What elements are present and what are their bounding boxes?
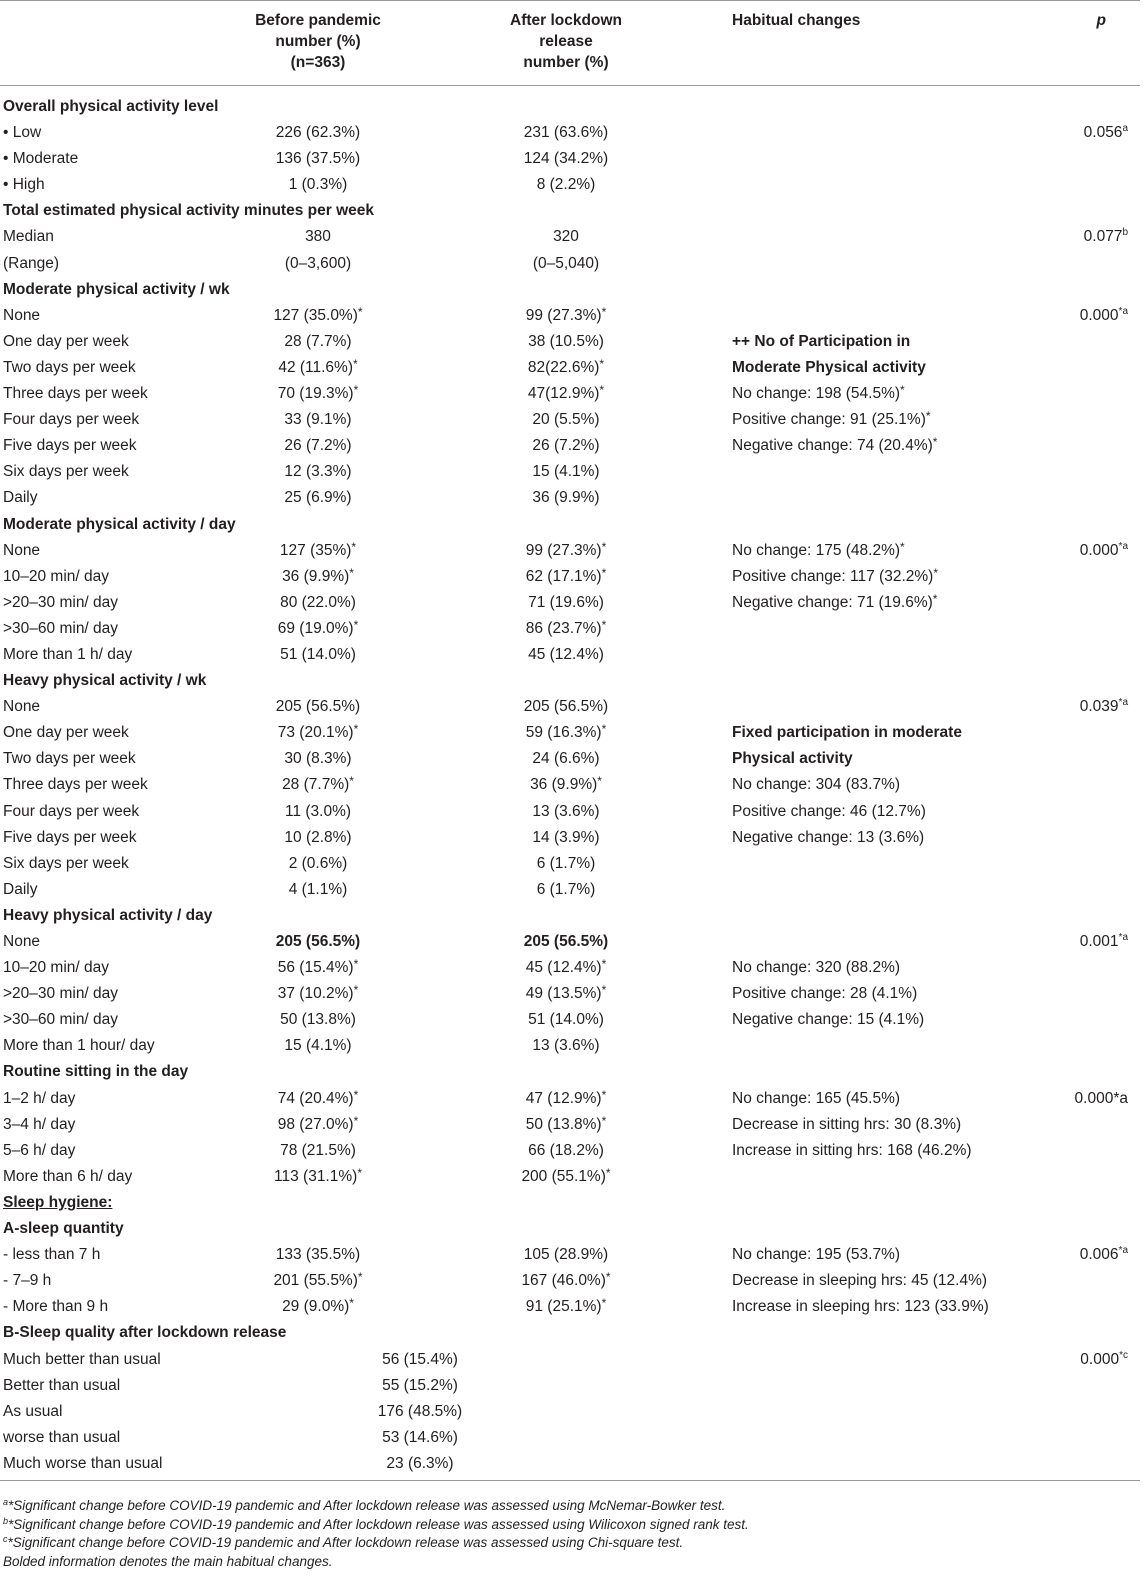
after-lockdown-value: 26 (7.2%) [532,437,600,455]
after-lockdown-value: 71 (19.6%) [528,593,604,611]
row-label: worse than usual [3,1428,121,1446]
sleep-quality-value: 176 (48.5%) [377,1402,463,1420]
before-pandemic-value: 80 (22.0%) [280,593,356,611]
header-after-line-2: release [539,33,593,50]
after-lockdown-value: 66 (18.2%) [528,1141,604,1159]
table-row [0,825,1144,851]
table-row [0,485,1144,511]
after-lockdown-value: 205 (56.5%) [523,933,609,950]
footnote-text: Bolded information denotes the main habitual changes. [3,1553,333,1569]
table-row [0,851,1144,877]
row-label: >30–60 min/ day [3,619,119,637]
footnote-marker: b [3,1515,9,1526]
after-lockdown-value: 205 (56.5%) [523,698,609,716]
table-row [0,433,1144,459]
row-label: None [3,541,41,559]
section-row [0,94,1144,120]
table-row [0,1164,1144,1190]
after-lockdown-value: 167 (46.0%)* [521,1270,611,1290]
significance-star: * [601,304,607,319]
table-row [0,381,1144,407]
table-row [0,642,1144,668]
table-row [0,1347,1144,1373]
significance-star: * [601,1087,607,1102]
after-lockdown-value: 38 (10.5%) [528,332,604,350]
before-pandemic-value: (0–3,600) [284,254,352,272]
p-value: 0.000*a [1074,1089,1128,1107]
after-lockdown-value: 320 [553,228,579,246]
table-row [0,955,1144,981]
section-heading: B-Sleep quality after lockdown release [3,1324,287,1342]
before-pandemic-value: 127 (35%)* [279,539,357,559]
habitual-change: Positive change: 28 (4.1%) [732,985,918,1003]
significance-star: * [357,1270,363,1285]
table-row [0,1268,1144,1294]
after-lockdown-value: 105 (28.9%) [523,1246,609,1264]
after-lockdown-value: 124 (34.2%) [523,150,609,168]
section-heading: A-sleep quantity [3,1220,124,1238]
habitual-change: Positive change: 91 (25.1%)* [732,409,931,429]
table-row [0,877,1144,903]
before-pandemic-value: 133 (35.5%) [275,1246,361,1264]
significance-star: * [601,617,607,632]
table-row [0,1007,1144,1033]
habitual-change: Negative change: 15 (4.1%) [732,1011,925,1029]
habitual-change: Increase in sleeping hrs: 123 (33.9%) [732,1298,989,1316]
table-row [0,799,1144,825]
section-heading: Moderate physical activity / wk [3,280,230,298]
after-lockdown-value: 59 (16.3%)* [525,722,607,742]
header-p-value [1097,10,1106,31]
significance-star: * [601,1113,607,1128]
row-label: Better than usual [3,1376,121,1394]
header-before-line-3: (n=363) [290,54,346,71]
table-row [0,224,1144,250]
habitual-change: Negative change: 13 (3.6%) [732,828,925,846]
after-lockdown-value: 99 (27.3%)* [525,304,607,324]
footnote-text: *Significant change before COVID-19 pandemic and After lockdown release was assessed using McNemar-Bowker test. [8,1498,726,1513]
significance-star: * [351,539,357,554]
before-pandemic-value: 201 (55.5%)* [273,1270,363,1290]
before-pandemic-value: 380 [305,228,331,246]
after-lockdown-value: 14 (3.9%) [532,828,600,846]
after-lockdown-value: 62 (17.1%)* [525,565,607,585]
row-label: One day per week [3,724,129,742]
table-row [0,1242,1144,1268]
significance-star: * [349,565,354,580]
habitual-change: Decrease in sleeping hrs: 45 (12.4%) [732,1272,988,1290]
row-label: 3–4 h/ day [3,1115,76,1133]
section-heading: Overall physical activity level [3,98,219,115]
section-heading: Heavy physical activity / day [3,906,213,924]
row-label: Six days per week [3,854,129,872]
before-pandemic-value: 25 (6.9%) [284,489,352,507]
habitual-change: No change: 175 (48.2%)* [732,539,905,559]
header-after-line-1: After lockdown [510,12,622,29]
before-pandemic-value: 28 (7.7%)* [282,774,354,794]
footnote [3,1516,749,1535]
before-pandemic-value: 205 (56.5%) [275,933,361,950]
row-label: One day per week [3,332,129,350]
habitual-change: No change: 165 (45.5%) [732,1089,901,1107]
row-label: 10–20 min/ day [3,959,109,977]
after-lockdown-value: 82(22.6%)* [527,356,605,376]
row-label: None [3,306,41,324]
after-lockdown-value: 36 (9.9%)* [530,774,602,794]
table-row [0,1399,1144,1425]
significance-star: * [349,1296,354,1311]
before-pandemic-value: 70 (19.3%)* [277,383,359,403]
header-before-pandemic [200,10,436,73]
section-row [0,1216,1144,1242]
after-lockdown-value: 24 (6.6%) [532,750,600,768]
habitual-change: Decrease in sitting hrs: 30 (8.3%) [732,1115,962,1133]
after-lockdown-value: 86 (23.7%)* [525,617,607,637]
row-label: Two days per week [3,358,136,376]
row-label: - More than 9 h [3,1298,109,1316]
header-after-lockdown [448,10,684,73]
before-pandemic-value: 33 (9.1%) [284,411,352,429]
header-habitual-changes [732,10,860,31]
habitual-change: Increase in sitting hrs: 168 (46.2%) [732,1141,972,1159]
before-pandemic-value: 28 (7.7%) [284,332,352,350]
row-label: (Range) [3,254,59,272]
section-heading: Routine sitting in the day [3,1063,189,1081]
p-value-superscript: *a [1118,540,1128,552]
table-row [0,720,1144,746]
significance-star: * [601,539,607,554]
header-rule [0,85,1140,86]
significance-star: * [353,617,359,632]
before-pandemic-value: 11 (3.0%) [284,802,352,820]
before-pandemic-value: 30 (8.3%) [284,750,352,768]
table-row [0,564,1144,590]
after-lockdown-value: 6 (1.7%) [536,880,596,898]
before-pandemic-value: 56 (15.4%)* [277,957,359,977]
footnote [3,1534,749,1553]
significance-star: * [601,565,607,580]
table-row [0,1086,1144,1112]
section-row [0,1320,1144,1346]
habitual-change: Moderate Physical activity [732,358,926,376]
table-top-rule [0,0,1140,1]
row-label: Three days per week [3,385,148,403]
table-row [0,590,1144,616]
table-row [0,694,1144,720]
after-lockdown-value: 36 (9.9%) [532,489,600,507]
significance-star: * [900,383,905,398]
sleep-quality-value: 55 (15.2%) [382,1376,458,1394]
before-pandemic-value: 127 (35.0%)* [273,304,363,324]
footnotes [3,1497,749,1571]
p-value: 0.000$^{*a}$ [1079,305,1128,324]
significance-star: * [933,565,939,580]
before-pandemic-value: 51 (14.0%) [280,645,356,663]
p-value-superscript: a [1122,123,1128,135]
row-label: More than 1 hour/ day [3,1037,155,1055]
after-lockdown-value: 13 (3.6%) [532,802,600,820]
row-label: 1–2 h/ day [3,1089,76,1107]
after-lockdown-value: 8 (2.2%) [536,176,596,194]
row-label: Five days per week [3,437,137,455]
before-pandemic-value: 15 (4.1%) [284,1037,352,1055]
row-label: Three days per week [3,776,148,794]
table-row [0,746,1144,772]
row-label: More than 1 h/ day [3,645,133,663]
significance-star: * [357,1165,362,1180]
table-row [0,303,1144,329]
section-heading: Sleep hygiene: [3,1193,113,1211]
footnote [3,1497,749,1516]
row-label: Four days per week [3,411,140,429]
row-label: >20–30 min/ day [3,985,119,1003]
p-value: 0.000$^{*a}$ [1079,540,1128,559]
after-lockdown-value: 91 (25.1%)* [525,1296,607,1316]
p-value: 0.056$^a$ [1083,123,1128,142]
table-row [0,329,1144,355]
after-lockdown-value: 99 (27.3%)* [525,539,607,559]
before-pandemic-value: 78 (21.5%) [280,1141,356,1159]
before-pandemic-value: 69 (19.0%)* [277,617,359,637]
significance-star: * [925,409,931,424]
row-label: - 7–9 h [3,1272,52,1290]
habitual-change: Fixed participation in moderate [732,724,962,742]
row-label: • Moderate [3,150,79,168]
after-lockdown-value: 200 (55.1%)* [521,1165,611,1185]
before-pandemic-value: 226 (62.3%) [275,124,361,142]
table-bottom-rule [0,1480,1140,1481]
p-value-superscript: *a [1118,1245,1128,1257]
row-label: Median [3,228,54,246]
row-label: >30–60 min/ day [3,1011,119,1029]
p-value: 0.000$^{*c}$ [1080,1349,1128,1368]
section-heading: Heavy physical activity / wk [3,672,207,690]
table-row [0,1033,1144,1059]
significance-star: * [353,722,359,737]
p-value-superscript: *c [1119,1349,1128,1361]
significance-star: * [601,957,607,972]
section-row [0,903,1144,929]
habitual-change: Negative change: 71 (19.6%)* [732,591,938,611]
header-before-line-1: Before pandemic [255,12,381,29]
footnote-text: *Significant change before COVID-19 pandemic and After lockdown release was assessed using Chi-square test. [7,1535,684,1550]
before-pandemic-value: 2 (0.6%) [288,854,348,872]
after-lockdown-value: 45 (12.4%) [528,645,604,663]
header-p-text: p [1096,12,1106,29]
row-label: Six days per week [3,463,129,481]
header-before-line-2: number (%) [275,33,361,50]
significance-star: * [353,957,359,972]
significance-star: * [353,1087,359,1102]
section-row [0,668,1144,694]
table-row [0,772,1144,798]
header-habitual-changes-text: Habitual changes [732,12,861,29]
table-row [0,146,1144,172]
habitual-change: No change: 198 (54.5%)* [732,383,905,403]
header-after-line-3: number (%) [523,54,609,71]
before-pandemic-value: 113 (31.1%)* [274,1165,362,1185]
table-row [0,120,1144,146]
table-row [0,251,1144,277]
row-label: As usual [3,1402,63,1420]
row-label: • High [3,176,45,194]
habitual-change: Positive change: 46 (12.7%) [732,802,926,820]
before-pandemic-value: 205 (56.5%) [275,698,361,716]
habitual-change: ++ No of Participation in [732,332,911,350]
section-row [0,1190,1144,1216]
table-row [0,929,1144,955]
section-heading: Moderate physical activity / day [3,515,236,533]
row-label: • Low [3,124,42,142]
significance-star: * [605,1165,611,1180]
p-value-superscript: *a [1118,932,1128,943]
p-value: 0.006$^{*a}$ [1079,1245,1128,1264]
footnote [3,1553,749,1572]
significance-star: * [932,591,938,606]
section-row [0,1059,1144,1085]
significance-star: * [357,304,363,319]
significance-star: * [601,722,607,737]
significance-star: * [353,1113,359,1128]
before-pandemic-value: 26 (7.2%) [284,437,352,455]
p-value-superscript: *a [1118,697,1128,709]
table-row [0,407,1144,433]
section-heading: Total estimated physical activity minutes per week [3,202,374,220]
before-pandemic-value: 98 (27.0%)* [277,1113,359,1133]
before-pandemic-value: 73 (20.1%)* [277,722,359,742]
sleep-quality-value: 56 (15.4%) [382,1350,458,1368]
table-row [0,1112,1144,1138]
before-pandemic-value: 29 (9.0%)* [282,1296,354,1316]
after-lockdown-value: 45 (12.4%)* [525,957,607,977]
habitual-change: No change: 320 (88.2%) [732,959,901,977]
after-lockdown-value: 50 (13.8%)* [525,1113,607,1133]
p-value: 0.039$^{*a}$ [1079,697,1128,716]
table-body [0,94,1144,1477]
habitual-change: Physical activity [732,750,853,768]
table-row [0,538,1144,564]
significance-star: * [932,435,938,450]
habitual-change: No change: 304 (83.7%) [732,776,901,794]
table-row [0,616,1144,642]
after-lockdown-value: 20 (5.5%) [532,411,600,429]
row-label: 10–20 min/ day [3,567,109,585]
before-pandemic-value: 12 (3.3%) [284,463,352,481]
row-label: None [3,698,41,716]
significance-star: * [353,356,358,371]
significance-star: * [353,983,359,998]
p-value: 0.001$^{*a}$ [1079,932,1128,950]
table-row [0,1373,1144,1399]
significance-star: * [349,774,354,789]
table-row [0,1294,1144,1320]
significance-star: * [599,383,605,398]
after-lockdown-value: 47(12.9%)* [527,383,605,403]
significance-star: * [353,383,359,398]
footnote-text: *Significant change before COVID-19 pandemic and After lockdown release was assessed using Wilicoxon signed rank test. [8,1516,749,1532]
row-label: - less than 7 h [3,1246,101,1264]
row-label: Much worse than usual [3,1454,163,1472]
row-label: 5–6 h/ day [3,1141,76,1159]
footnote-marker: a [3,1497,9,1507]
before-pandemic-value: 136 (37.5%) [275,150,361,168]
row-label: Five days per week [3,828,137,846]
p-value-superscript: *a [1118,305,1128,317]
table-row [0,981,1144,1007]
after-lockdown-value: (0–5,040) [532,254,600,272]
before-pandemic-value: 4 (1.1%) [288,880,348,898]
before-pandemic-value: 74 (20.4%)* [277,1087,359,1107]
after-lockdown-value: 231 (63.6%) [523,124,609,142]
row-label: Two days per week [3,750,136,768]
after-lockdown-value: 6 (1.7%) [536,854,596,872]
sleep-quality-value: 23 (6.3%) [386,1454,454,1472]
after-lockdown-value: 51 (14.0%) [528,1011,604,1029]
before-pandemic-value: 42 (11.6%)* [278,356,358,376]
row-label: More than 6 h/ day [3,1167,133,1185]
row-label: Daily [3,880,38,898]
before-pandemic-value: 36 (9.9%)* [282,565,354,585]
section-row [0,198,1144,224]
significance-star: * [599,356,605,371]
row-label: Daily [3,489,38,507]
row-label: Four days per week [3,802,140,820]
table-row [0,1451,1144,1477]
table-row [0,459,1144,485]
before-pandemic-value: 1 (0.3%) [288,176,348,194]
before-pandemic-value: 37 (10.2%)* [277,983,359,1003]
row-label: >20–30 min/ day [3,593,119,611]
p-value-superscript: b [1122,227,1128,239]
footnote-marker: c [3,1534,8,1544]
habitual-change: Negative change: 74 (20.4%)* [732,435,938,455]
after-lockdown-value: 15 (4.1%) [532,463,600,481]
table-row [0,1138,1144,1164]
row-label: Much better than usual [3,1350,161,1368]
table-row [0,172,1144,198]
significance-star: * [900,539,905,554]
significance-star: * [601,983,607,998]
p-value: 0.077$^b$ [1083,227,1128,246]
table-row [0,355,1144,381]
before-pandemic-value: 50 (13.8%) [280,1011,356,1029]
section-row [0,277,1144,303]
significance-star: * [601,1296,607,1311]
after-lockdown-value: 49 (13.5%)* [525,983,607,1003]
before-pandemic-value: 10 (2.8%) [284,828,352,846]
significance-star: * [597,774,602,789]
sleep-quality-value: 53 (14.6%) [382,1428,458,1446]
row-label: None [3,933,41,950]
significance-star: * [605,1270,611,1285]
table-row [0,1425,1144,1451]
habitual-change: Positive change: 117 (32.2%)* [732,565,939,585]
after-lockdown-value: 47 (12.9%)* [525,1087,607,1107]
section-row [0,512,1144,538]
after-lockdown-value: 13 (3.6%) [532,1037,600,1055]
habitual-change: No change: 195 (53.7%) [732,1246,901,1264]
